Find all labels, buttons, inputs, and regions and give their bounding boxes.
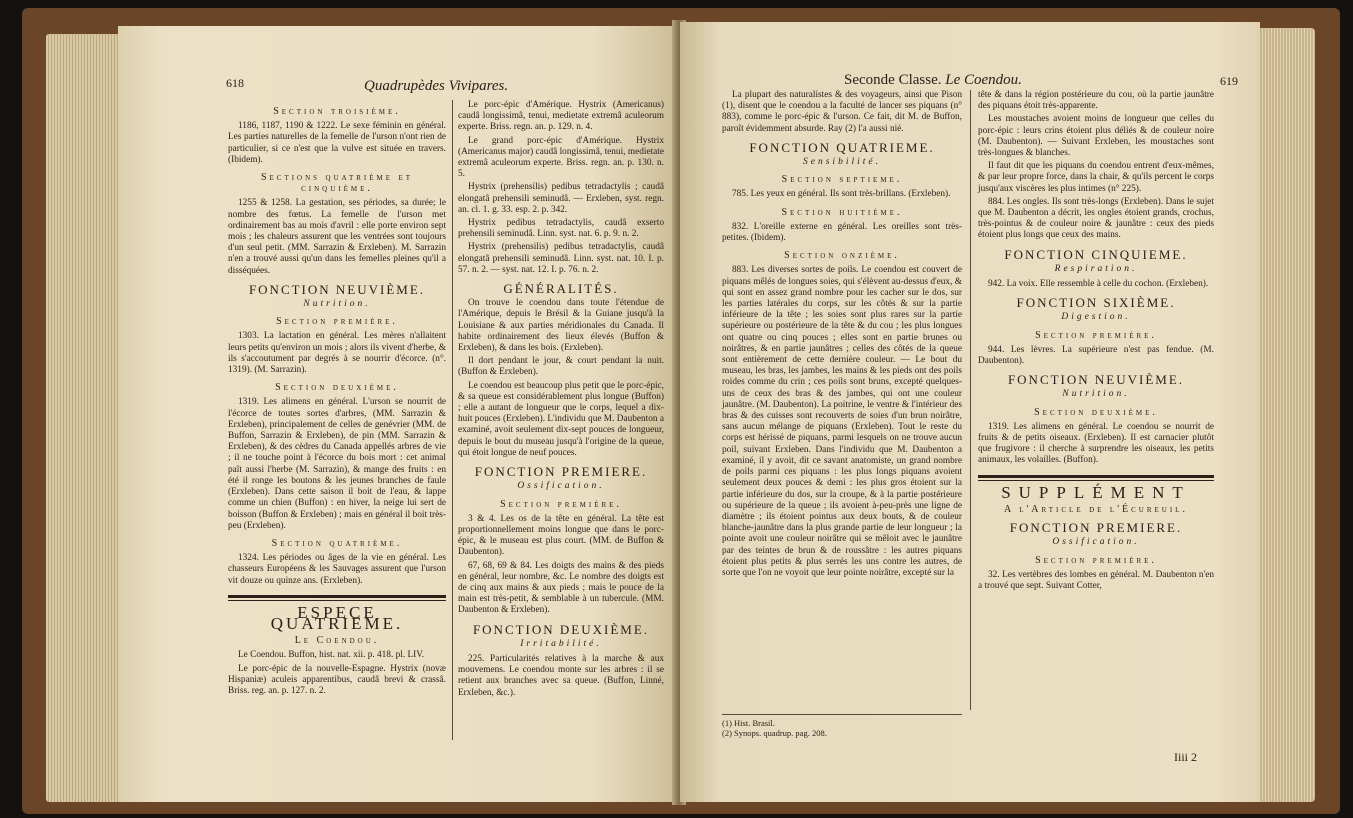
section-heading: Section huitième. bbox=[781, 206, 903, 218]
paragraph: 32. Les vertèbres des lombes en général. M. Daubenton n'en a trouvé que sept. Suivant Cotter, bbox=[978, 569, 1214, 591]
left-column-1 bbox=[228, 100, 446, 699]
column-divider bbox=[452, 100, 453, 740]
species-title: Le Coendou. bbox=[294, 635, 380, 647]
section-heading: Section septieme. bbox=[781, 174, 903, 186]
fonction-heading: FONCTION PREMIERE. bbox=[1009, 520, 1183, 536]
fonction-heading: FONCTION NEUVIÈME. bbox=[1007, 372, 1185, 388]
fonction-subheading: Nutrition. bbox=[303, 299, 371, 310]
footnotes bbox=[722, 714, 962, 738]
paragraph: Hystrix (prehensilis) pedibus tetradactylis, caudâ elongatâ prehensili seminudâ. Linn. syst. nat. 10. I. p. 57. n. 2. — syst. nat. 12. I. p. 76. n. 2. bbox=[458, 242, 664, 275]
paragraph: Il faut dit que les piquans du coendou entrent d'eux-mêmes, & par leur propre force, dans la chair, & qu'ils percent le corps jusqu'aux viscères les plus intimes (n° 225). bbox=[978, 161, 1214, 194]
left-column-2 bbox=[458, 100, 664, 701]
paragraph: Le porc-épic de la nouvelle-Espagne. Hystrix (novæ Hispaniæ) aculeis apparentibus, caudâ brevi & crassâ. Briss. reg. an. p. 127. n. 2. bbox=[228, 663, 446, 696]
fonction-heading: FONCTION SIXIÈME. bbox=[1016, 295, 1176, 311]
paragraph: 883. Les diverses sortes de poils. Le coendou est couvert de piquans mêlés de longues soies, qui s'élèvent au-dessus d'eux, & qui sont en assez grand nombre pour les cacher sur le dos, sur les parties latérales du corps, sur les côtés & sur la partie inférieure de la tête ; les soies sont plus rares sur la partie supérieure ou postérieure de la tête & du cou ; les plus longues ont quatre ou cinq pouces ; elles sont en partie brunes ou noirâtres, & en partie jaunâtres ; celles des côtés de la queue sont entièrement de cette dernière couleur. — Le bout du museau, les bras, les jambes, les mains & les pieds ont des poils roides comme du crin ; ces poils sont bruns, excepté quelques-uns de ceux des bras & des jambes, qui ont une couleur jaunâtre. (M. Daubenton). La poitrine, le ventre & l'intérieur des bras & des cuisses sont recouverts de soies d'un brun noirâtre, sans aucun mélange de piquans (Erxleben). Tout le reste du corps est hérissé de piquans, parmi lesquels on ne trouve aucun poil, suivant Erxleben. Dans l'individu que M. Daubenton a examiné, il y avoit, dit ce savant anatomiste, un grand nombre de poils parmi ces piquans : les plus longs piquans avoient seulement deux pouces & demi : les plus gros étoient sur la partie inférieure du dos, sur la croupe, & à la partie postérieure ou supérieure de la queue ; ils avoient à-peu-près une ligne de diamètre ; ils étoient pointus aux deux bouts, & de couleur blanche-jaunâtre dans la plus grande partie de leur longueur ; la pointe avoit une couleur noirâtre qui se mêloit avec le jaunâtre par des teintes de brun & de roussâtre : les autres piquans étoient plus petits & plus serrés les uns contre les autres, de sorte que l'on ne voyoit que leur pointe noirâtre, excepté sur la bbox=[722, 265, 962, 578]
running-head: Quadrupèdes Vivipares. bbox=[364, 78, 509, 94]
fonction-heading: FONCTION NEUVIÈME. bbox=[248, 281, 426, 297]
fonction-heading: FONCTION PREMIERE. bbox=[474, 464, 648, 480]
running-head-class: Seconde Classe. bbox=[844, 72, 942, 88]
section-heading: Section première. bbox=[1035, 329, 1157, 341]
fonction-heading: FONCTION DEUXIÈME. bbox=[472, 621, 650, 637]
fonction-subheading: Respiration. bbox=[1054, 263, 1138, 274]
signature-mark: Iiii 2 bbox=[1174, 750, 1197, 764]
paragraph: 1255 & 1258. La gestation, ses périodes, sa durée; le nombre des fœtus. La femelle de l'urson met ordinairement bas au mois d'avril : elle porte environ sept mois ; les chaleurs assurent que les ventrées sont toujours d'un seul petit. (MM. Sarrazin & Erxleben). M. Sarrazin n'en a trouvé aussi qu'un dans les femelles pleines qu'il a disséquées. bbox=[228, 198, 446, 276]
fonction-heading: FONCTION QUATRIEME. bbox=[749, 139, 935, 155]
paragraph: Il dort pendant le jour, & court pendant la nuit. (Buffon & Erxleben). bbox=[458, 356, 664, 378]
section-heading: Section onzième. bbox=[784, 250, 900, 262]
paragraph: Hystrix (prehensilis) pedibus tetradactylis ; caudâ elongatâ prehensili seminudâ. — Erxleben, syst. regn. an. cl. 1. g. 33. esp. 2. p. 342. bbox=[458, 182, 664, 215]
fonction-heading: FONCTION CINQUIEME. bbox=[1004, 246, 1188, 262]
paragraph: 785. Les yeux en général. Ils sont très-brillans. (Erxleben). bbox=[732, 189, 951, 200]
paragraph: 225. Particularités relatives à la marche & aux mouvemens. Le coendou monte sur les arbres : il se retient aux branches avec sa queue. (Buffon, Linné, Erxleben, &c.). bbox=[458, 653, 664, 698]
paragraph: 832. L'oreille externe en général. Les oreilles sont très-petites. (Ibidem). bbox=[722, 221, 962, 244]
paragraph: 3 & 4. Les os de la tête en général. La tête est proportionnellement moins longue que dans le porc-épic, & le museau est plus court. (MM. de Buffon & Daubenton). bbox=[458, 513, 664, 558]
section-heading: Section deuxième. bbox=[275, 382, 399, 394]
espece-heading: ESPECE QUATRIEME. bbox=[270, 602, 404, 633]
paragraph: 1303. La lactation en général. Les mères n'allaitent leurs petits qu'environ un mois ; alors ils vivent d'herbe, & ils s'accoutument par degrés à se nourrir d'écorce. (n°. 1319). (M. Sarrazin). bbox=[228, 331, 446, 376]
left-page bbox=[118, 26, 676, 802]
paragraph: La plupart des naturalistes & des voyageurs, ainsi que Pison (1), disent que le coendou a la faculté de lancer ses piquans (n° 883), comme le porc-épic & l'urson. Ce fait, dit M. de Buffon, paroît évidemment absurde. Ray (2) l'a aussi nié. bbox=[722, 90, 962, 134]
supplement-heading: SUPPLÉMENT bbox=[1001, 482, 1191, 502]
fonction-subheading: Ossification. bbox=[517, 481, 605, 492]
column-divider bbox=[970, 90, 971, 710]
paragraph: On trouve le coendou dans toute l'étendue de l'Amérique, depuis le Brésil & la Guiane jusqu'à la Louisiane & aux parties méridionales du Canada. Il habite ordinairement des lieux élevés (Buffon & Erxleben), & dans les bois. (Erxleben). bbox=[458, 298, 664, 354]
fonction-subheading: Irritabilité. bbox=[520, 638, 602, 649]
paragraph: 884. Les ongles. Ils sont très-longs (Erxleben). Dans le sujet que M. Daubenton a décrit, les ongles étoient grands, crochus, très-pointus & de couleur noire & jaunâtre : ceux des pieds étoient plus longs que ceux des mains. bbox=[978, 196, 1214, 241]
paragraph: Le Coendou. Buffon, hist. nat. xii. p. 418. pl. LIV. bbox=[238, 650, 425, 661]
fonction-subheading: Digestion. bbox=[1061, 312, 1131, 323]
paragraph: 67, 68, 69 & 84. Les doigts des mains & des pieds en général, leur nombre, &c. Le nombre des doigts est de cinq aux mains & aux pieds ; mais le pouce de la main est très-petit, & semblable à un tubercule. (MM. Daubenton & Erxleben). bbox=[458, 560, 664, 616]
double-rule bbox=[228, 595, 446, 601]
paragraph: 1324. Les périodes ou âges de la vie en général. Les chasseurs Européens & les Sauvages assurent que l'urson vit douze ou quinze ans. (Erxleben). bbox=[228, 553, 446, 586]
running-head bbox=[844, 72, 1022, 89]
paragraph: Le grand porc-épic d'Amérique. Hystrix (Americanus major) caudâ longissimâ, tenui, medietate extremâ aculeorum experte. Briss. regn. an. p. 130. n. 5. bbox=[458, 135, 664, 180]
paragraph: 1186, 1187, 1190 & 1222. Le sexe féminin en général. Les parties naturelles de la femelle de l'urson n'ont rien de particulier, si ce n'est que la vulve est située en travers. (Ibidem). bbox=[228, 121, 446, 165]
paragraph: Hystrix pedibus tetradactylis, caudâ exserto prehensili seminudâ. Linn. syst. nat. 6. p. 9. n. 2. bbox=[458, 218, 664, 240]
section-heading: Section deuxième. bbox=[1034, 406, 1158, 418]
section-heading: Section première. bbox=[276, 316, 398, 328]
footnote: (2) Synops. quadrup. pag. 208. bbox=[722, 728, 827, 738]
paragraph: Le porc-épic d'Amérique. Hystrix (Americanus) caudâ longissimâ, tenui, medietate extremâ aculeorum experte. Briss. regn. an. p. 129. n. 4. bbox=[458, 100, 664, 133]
right-column-2 bbox=[978, 90, 1214, 594]
paragraph: Le coendou est beaucoup plus petit que le porc-épic, & sa queue est considérablement plus longue (Buffon) ; elle a autant de longueur que le corps, lequel a dix-huit pouces (Erxleben). L'individu que M. Daubenton a examiné, avoit seulement dix-sept pouces de longueur, depuis le bout du museau jusqu'à l'origine de la queue, qui étoit longue de neuf pouces. bbox=[458, 380, 664, 458]
generalites-heading: GÉNÉRALITÉS. bbox=[503, 281, 619, 297]
section-heading: Section première. bbox=[1035, 554, 1157, 566]
section-heading: Section première. bbox=[500, 498, 622, 510]
fonction-subheading: Ossification. bbox=[1052, 537, 1140, 548]
paragraph: 1319. Les alimens en général. L'urson se nourrit de l'écorce de toutes sortes d'arbres, (MM. Sarrazin & Erxleben), principalement de celles de genévrier (MM. de Buffon, Sarrazin & Erxleben), de pin (MM. Sarrazin & Erxleben), & des cèdres du Canada appellés arbres de vie ; il ne touche point à l'écorce du bois mort : cet animal paît aussi l'herbe (M. Sarrazin), & mange des fruits : en été il ronge les boutons & les jeunes branches de faule (Erxleben). Dans cette saison il boit de l'eau, & lappe comme un chien (Buffon) : en hiver, la neige lui sert de boisson (Buffon & Erxleben) ; mais en général il boit très-peu (Erxleben). bbox=[228, 397, 446, 531]
fonction-subheading: Nutrition. bbox=[1062, 389, 1130, 400]
section-heading: Sections quatrième et cinquième. bbox=[260, 172, 414, 195]
footnote: (1) Hist. Brasil. bbox=[722, 718, 775, 728]
page-number: 619 bbox=[1220, 74, 1238, 88]
supplement-subheading: A l'Article de l'Écureuil. bbox=[1004, 503, 1188, 515]
paragraph: 942. La voix. Elle ressemble à celle du cochon. (Erxleben). bbox=[988, 279, 1209, 290]
right-column-1 bbox=[722, 90, 962, 581]
fonction-subheading: Sensibilité. bbox=[803, 157, 881, 168]
paragraph: tête & dans la région postérieure du cou, où la partie jaunâtre des piquans étoit très-apparente. bbox=[978, 90, 1214, 112]
paragraph: 944. Les lèvres. La supérieure n'est pas fendue. (M. Daubenton). bbox=[978, 344, 1214, 367]
right-page bbox=[680, 22, 1260, 802]
page-number: 618 bbox=[226, 76, 244, 90]
section-heading: Section quatrième. bbox=[271, 537, 403, 549]
paragraph: Les moustaches avoient moins de longueur que celles du porc-épic : leurs crins étoient plus déliés & de couleur noire (M. Daubenton). — Suivant Erxleben, les moustaches sont très-longues & blanches. bbox=[978, 114, 1214, 159]
running-head-species: Le Coendou. bbox=[945, 72, 1022, 88]
double-rule bbox=[978, 475, 1214, 481]
section-heading: Section troisième. bbox=[273, 106, 401, 117]
paragraph: 1319. Les alimens en général. Le coendou se nourrit de fruits & de petits oiseaux. (Erxleben). Il est carnacier plutôt que frugivore : il cherche à surprendre les oiseaux, les petits animaux, les volailles. (Buffon). bbox=[978, 421, 1214, 466]
